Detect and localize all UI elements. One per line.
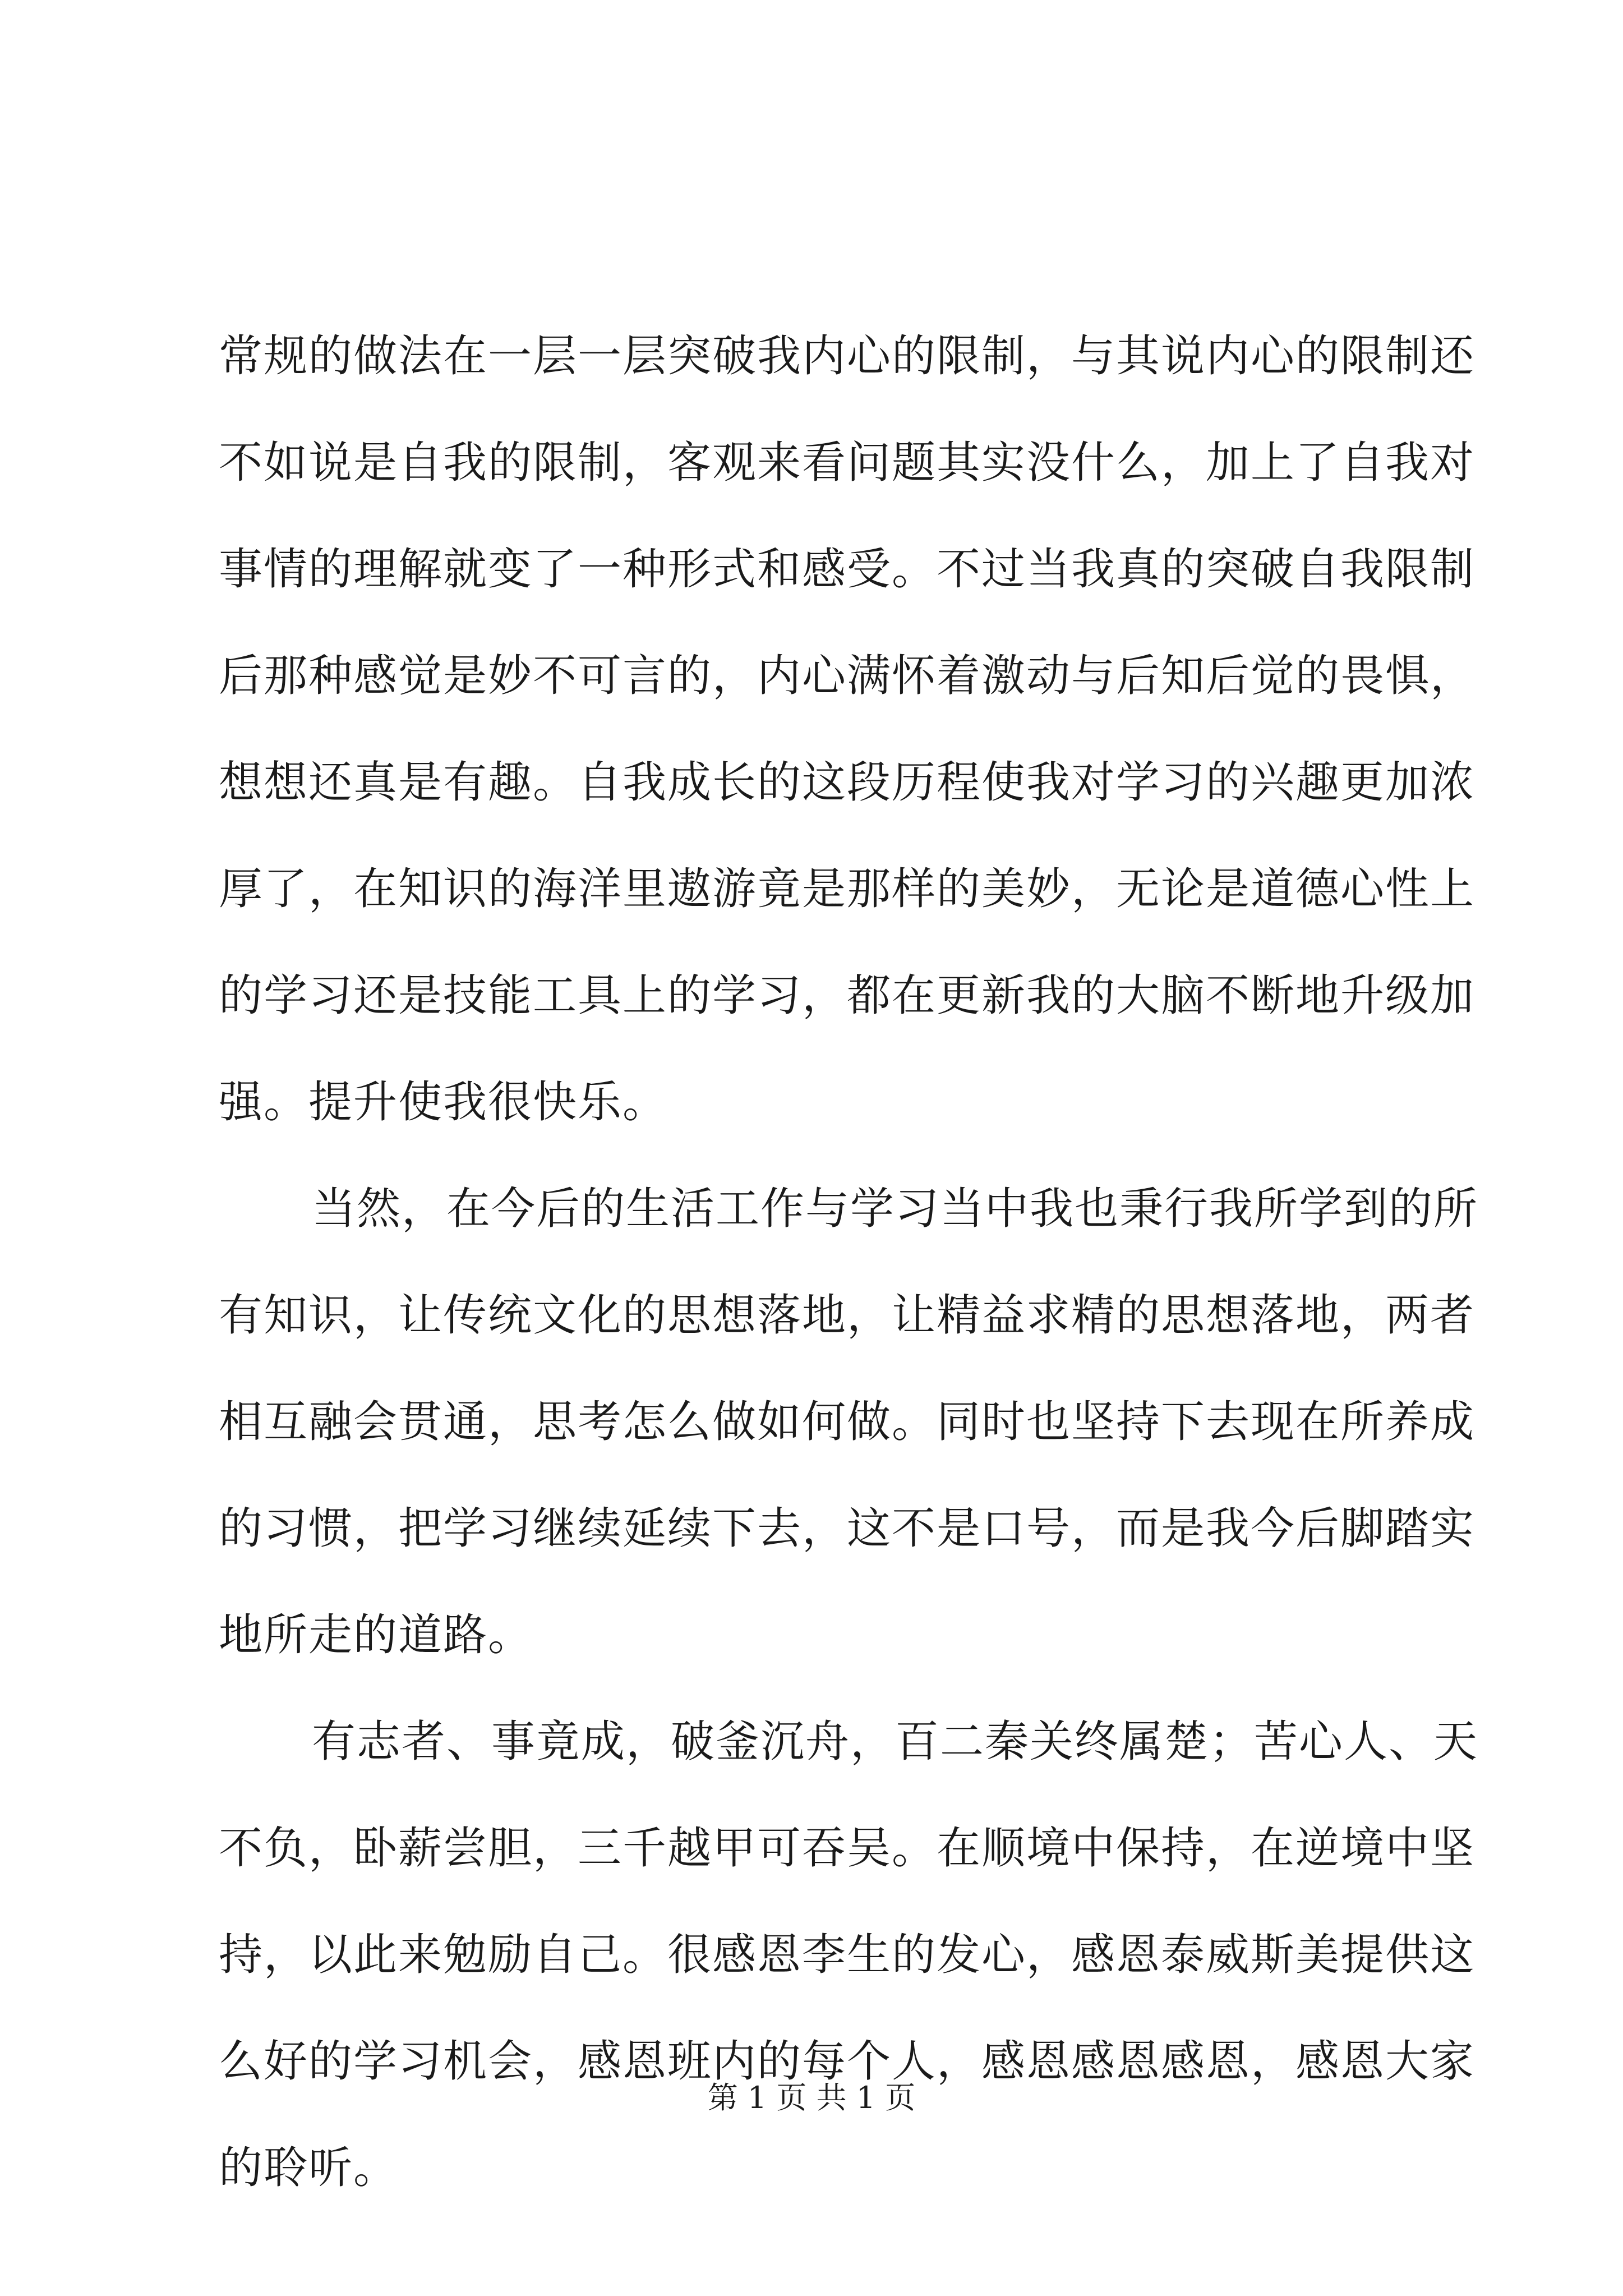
page-number-label: 第 1 页 共 1 页 (707, 2080, 916, 2115)
text-line: 当然，在今后的生活工作与学习当中我也秉行我所学到的所 (312, 1184, 1479, 1234)
paragraph-1 (219, 303, 1476, 1156)
text-line: 不负，卧薪尝胆，三千越甲可吞吴。在顺境中保持，在逆境中坚 (219, 1823, 1476, 1874)
paragraph-3 (219, 1688, 1479, 2221)
text-line: 地所走的道路。 (219, 1610, 533, 1660)
text-line: 厚了，在知识的海洋里遨游竟是那样的美妙，无论是道德心性上 (219, 864, 1476, 914)
page-footer (0, 2076, 1623, 2120)
text-line: 的聆听。 (219, 2143, 399, 2193)
text-line: 强。提升使我很快乐。 (219, 1077, 668, 1128)
text-line: 的学习还是技能工具上的学习，都在更新我的大脑不断地升级加 (219, 970, 1476, 1021)
text-line: 么好的学习机会，感恩班内的每个人，感恩感恩感恩，感恩大家 (219, 2036, 1476, 2087)
text-line: 事情的理解就变了一种形式和感受。不过当我真的突破自我限制 (219, 544, 1476, 595)
text-line: 后那种感觉是妙不可言的，内心满怀着激动与后知后觉的畏惧， (219, 651, 1476, 701)
paragraph-2 (219, 1156, 1479, 1688)
text-line: 有志者、事竟成，破釜沉舟，百二秦关终属楚；苦心人、天 (312, 1717, 1479, 1767)
text-line: 有知识，让传统文化的思想落地，让精益求精的思想落地，两者 (219, 1290, 1476, 1341)
document-body (219, 303, 1479, 2221)
text-line: 相互融会贯通，思考怎么做如何做。同时也坚持下去现在所养成 (219, 1397, 1476, 1447)
text-line: 持，以此来勉励自己。很感恩李生的发心，感恩泰威斯美提供这 (219, 1930, 1476, 1980)
text-line: 想想还真是有趣。自我成长的这段历程使我对学习的兴趣更加浓 (219, 757, 1476, 808)
text-line: 的习惯，把学习继续延续下去，这不是口号，而是我今后脚踏实 (219, 1503, 1476, 1554)
text-line: 不如说是自我的限制，客观来看问题其实没什么，加上了自我对 (219, 438, 1476, 488)
text-line: 常规的做法在一层一层突破我内心的限制，与其说内心的限制还 (219, 331, 1476, 381)
